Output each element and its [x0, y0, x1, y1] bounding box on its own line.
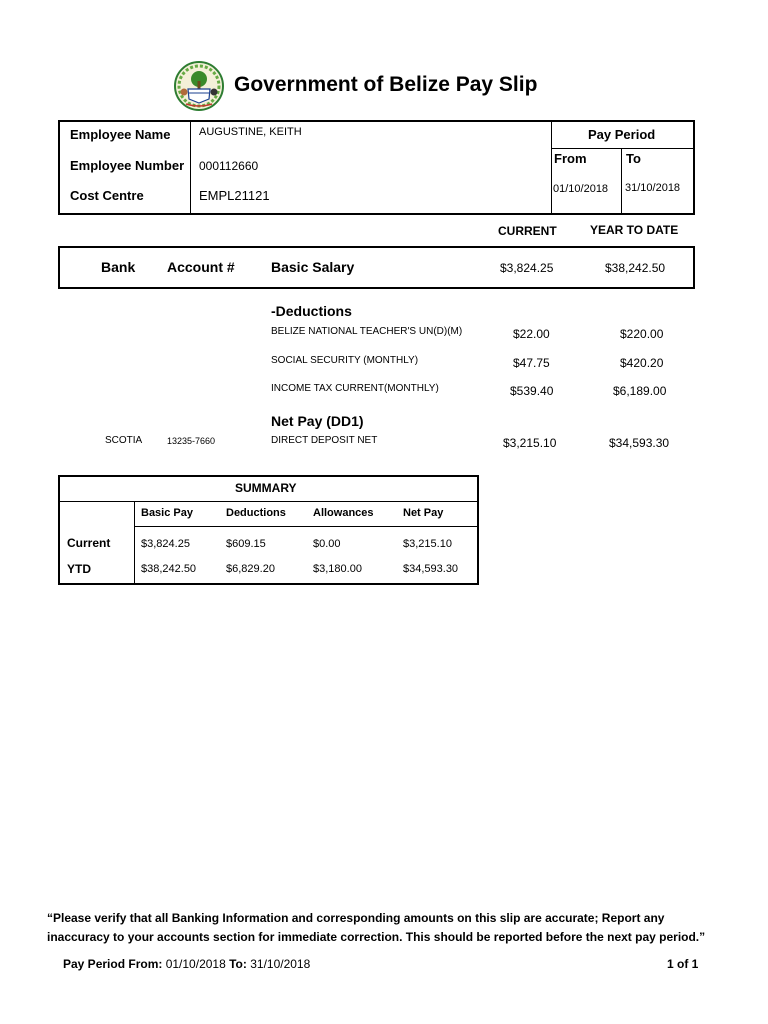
employee-name-value: AUGUSTINE, KEITH — [199, 126, 302, 138]
basic-salary-ytd: $38,242.50 — [605, 261, 666, 275]
deduction-item-ytd: $420.20 — [620, 356, 664, 370]
page-number: 1 of 1 — [667, 957, 699, 971]
summary-row-label: YTD — [67, 562, 91, 576]
summary-cell: $3,215.10 — [403, 538, 452, 550]
column-ytd-header: YEAR TO DATE — [590, 223, 679, 237]
net-pay-ytd: $34,593.30 — [609, 436, 670, 450]
divider — [190, 121, 191, 214]
summary-cell: $609.15 — [226, 538, 266, 550]
divider — [621, 149, 622, 214]
summary-cell: $6,829.20 — [226, 563, 275, 575]
pay-period-from-label: From — [554, 151, 587, 166]
summary-header-allowances: Allowances — [313, 507, 374, 519]
employee-name-label: Employee Name — [70, 127, 171, 142]
deduction-item-current: $47.75 — [513, 356, 550, 370]
verification-notice-line: inaccuracy to your accounts section for immediate correction. This should be reported before the next pay period.” — [47, 930, 706, 944]
cost-centre-label: Cost Centre — [70, 188, 144, 203]
footer-from-label: Pay Period From: — [63, 957, 163, 971]
deduction-item-current: $22.00 — [513, 327, 550, 341]
salary-row-box — [58, 246, 695, 289]
footer-pay-period — [63, 957, 310, 971]
employee-number-label: Employee Number — [70, 158, 185, 173]
pay-period-title: Pay Period — [588, 127, 656, 142]
summary-cell: $3,180.00 — [313, 563, 362, 575]
summary-header-net-pay: Net Pay — [403, 507, 444, 519]
pay-period-from-value: 01/10/2018 — [553, 183, 609, 195]
footer-to-value: 31/10/2018 — [250, 957, 311, 971]
net-pay-heading: Net Pay (DD1) — [271, 413, 364, 429]
net-pay-account: 13235-7660 — [167, 436, 216, 446]
summary-header-deductions: Deductions — [226, 507, 286, 519]
deduction-item-ytd: $220.00 — [620, 327, 664, 341]
account-label: Account # — [167, 259, 235, 275]
page-title: Government of Belize Pay Slip — [234, 73, 538, 96]
summary-title: SUMMARY — [235, 481, 297, 495]
basic-salary-current: $3,824.25 — [500, 261, 554, 275]
bank-label: Bank — [101, 259, 136, 275]
deductions-heading: -Deductions — [271, 303, 352, 319]
divider — [134, 502, 135, 584]
net-pay-bank: SCOTIA — [105, 435, 143, 446]
cost-centre-value: EMPL21121 — [199, 188, 270, 203]
deduction-item-ytd: $6,189.00 — [613, 384, 667, 398]
summary-cell: $38,242.50 — [141, 563, 197, 575]
verification-notice-line: “Please verify that all Banking Information and corresponding amounts on this slip are accurate; Report any — [47, 911, 665, 925]
divider — [59, 501, 478, 502]
footer-from-value: 01/10/2018 — [165, 957, 226, 971]
summary-header-basic-pay: Basic Pay — [141, 507, 193, 519]
deduction-item-label: INCOME TAX CURRENT(MONTHLY) — [271, 383, 439, 394]
summary-cell: $3,824.25 — [141, 538, 190, 550]
divider — [552, 148, 694, 149]
basic-salary-label: Basic Salary — [271, 259, 355, 275]
column-current-header: CURRENT — [498, 224, 557, 238]
divider — [551, 121, 552, 214]
employee-number-value: 000112660 — [199, 159, 259, 173]
net-pay-current: $3,215.10 — [503, 436, 557, 450]
summary-cell: $34,593.30 — [403, 563, 459, 575]
footer-to-label: To: — [229, 957, 247, 971]
pay-period-to-value: 31/10/2018 — [625, 182, 681, 194]
belize-coat-of-arms-seal — [174, 61, 224, 111]
summary-row-label: Current — [67, 536, 111, 550]
divider — [135, 526, 478, 527]
net-pay-label: DIRECT DEPOSIT NET — [271, 435, 378, 446]
summary-cell: $0.00 — [313, 538, 341, 550]
pay-period-to-label: To — [626, 151, 641, 166]
deduction-item-current: $539.40 — [510, 384, 554, 398]
deduction-item-label: BELIZE NATIONAL TEACHER'S UN(D)(M) — [271, 326, 463, 337]
deduction-item-label: SOCIAL SECURITY (MONTHLY) — [271, 355, 419, 366]
